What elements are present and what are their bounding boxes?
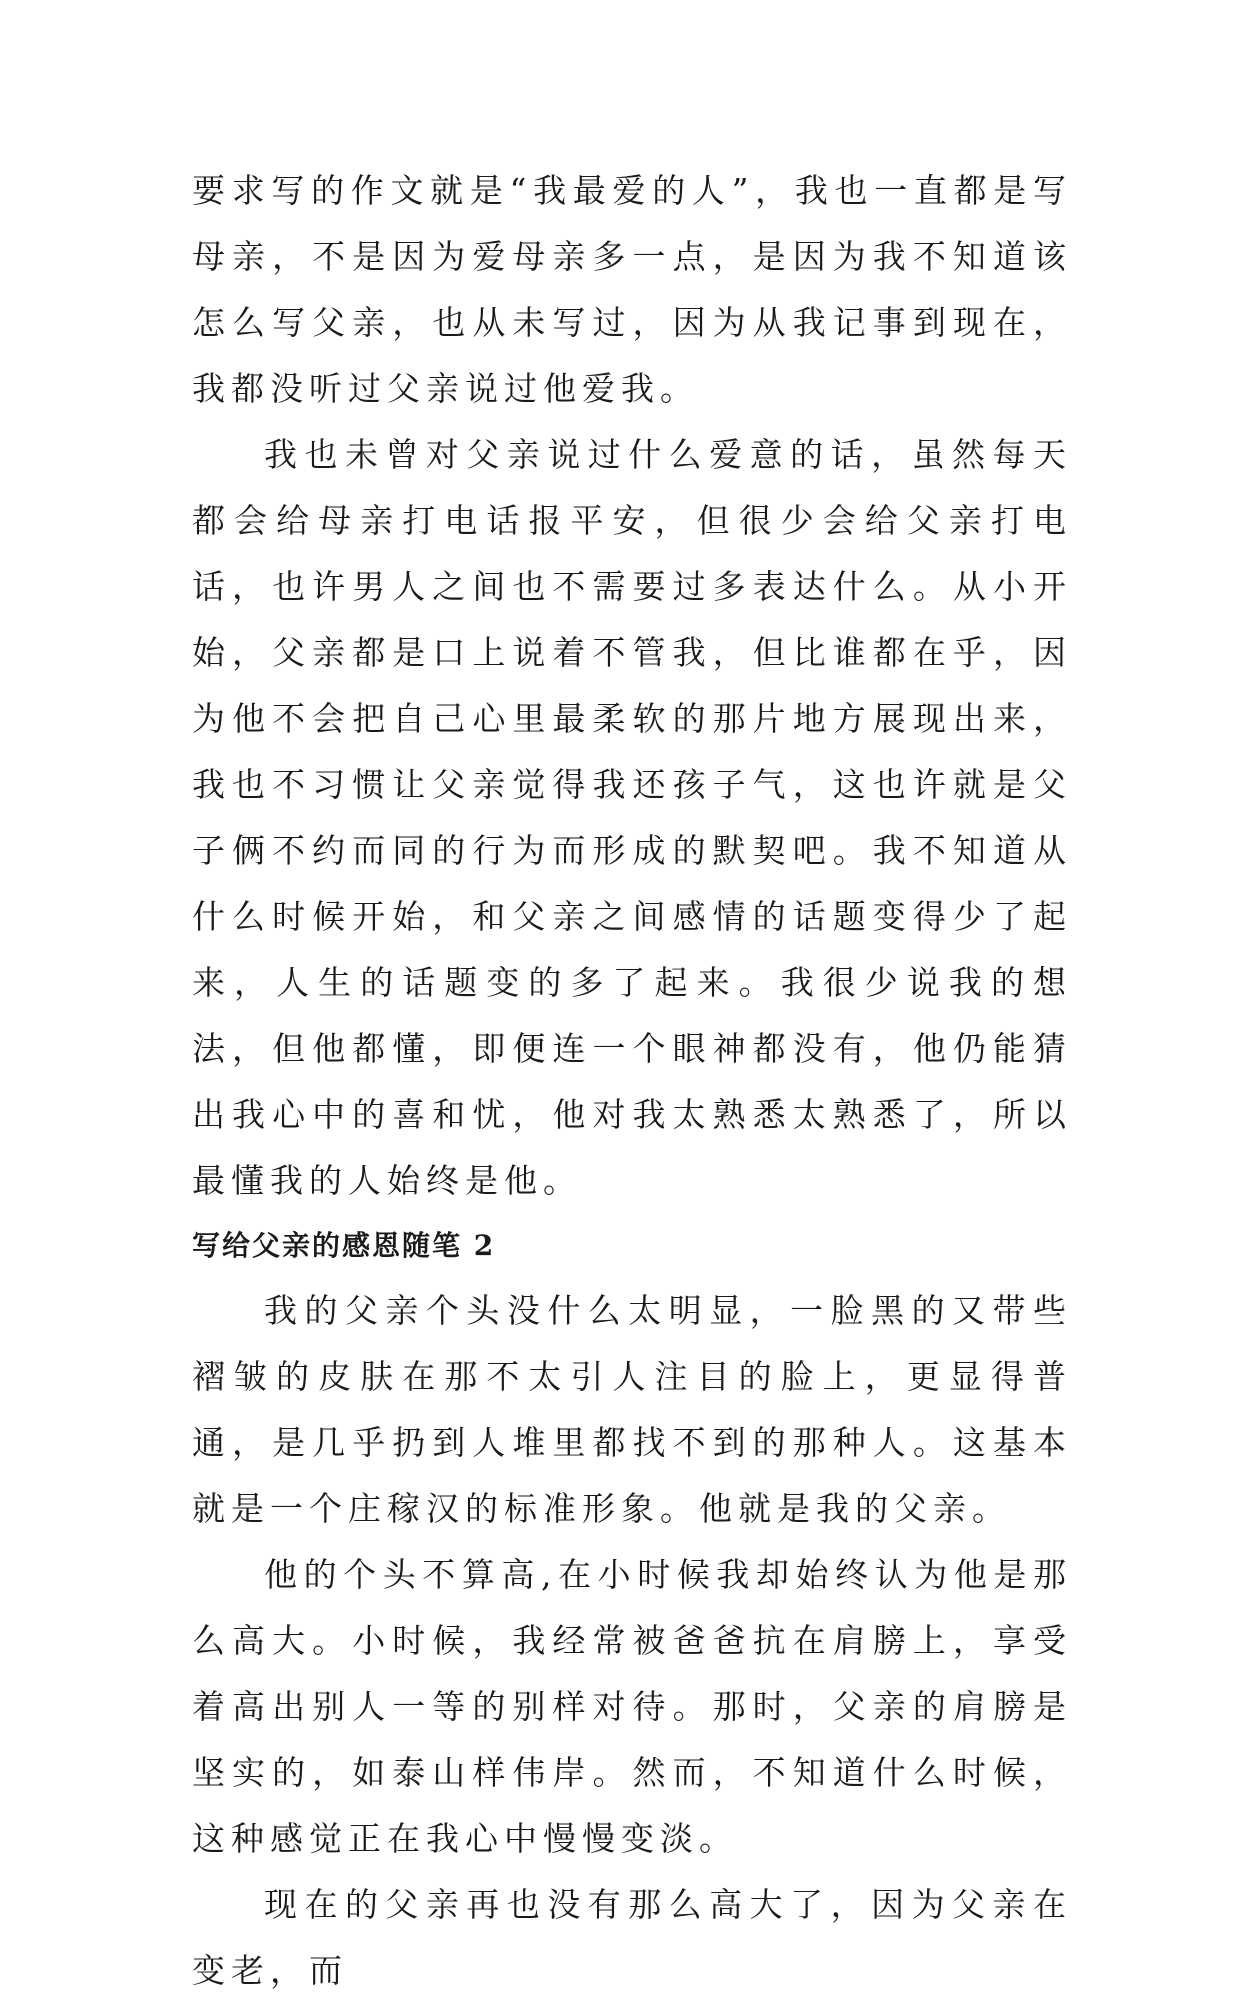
document-body bbox=[192, 158, 1072, 2004]
paragraph-father-communication: 我也未曾对父亲说过什么爱意的话，虽然每天都会给母亲打电话报平安，但很少会给父亲打电话，也许男人之间也不需要过多表达什么。从小开始，父亲都是口上说着不管我，但比谁都在乎，因为他不会把自己心里最柔软的那片地方展现出来，我也不习惯让父亲觉得我还孩子气，这也许就是父子俩不约而同的行为而形成的默契吧。我不知道从什么时候开始，和父亲之间感情的话题变得少了起来，人生的话题变的多了起来。我很少说我的想法，但他都懂，即便连一个眼神都没有，他仍能猜出我心中的喜和忧，他对我太熟悉太熟悉了，所以最懂我的人始终是他。 bbox=[192, 435, 1072, 1200]
paragraph-continuation: 要求写的作文就是“我最爱的人”，我也一直都是写母亲，不是因为爱母亲多一点，是因为我不知道该怎么写父亲，也从未写过，因为从我记事到现在，我都没听过父亲说过他爱我。 bbox=[192, 171, 1072, 408]
section-title: 写给父亲的感恩随笔 2 bbox=[192, 1229, 496, 1262]
paragraph-father-shoulders: 他的个头不算高,在小时候我却始终认为他是那么高大。小时候，我经常被爸爸抗在肩膀上，享受着高出别人一等的别样对待。那时，父亲的肩膀是坚实的，如泰山样伟岸。然而，不知道什么时候，这种感觉正在我心中慢慢变淡。 bbox=[192, 1555, 1072, 1858]
paragraph-father-aging: 现在的父亲再也没有那么高大了，因为父亲在变老，而 bbox=[192, 1885, 1072, 1990]
paragraph-father-appearance: 我的父亲个头没什么太明显，一脸黑的又带些褶皱的皮肤在那不太引人注目的脸上，更显得普通，是几乎扔到人堆里都找不到的那种人。这基本就是一个庄稼汉的标准形象。他就是我的父亲。 bbox=[192, 1291, 1072, 1528]
